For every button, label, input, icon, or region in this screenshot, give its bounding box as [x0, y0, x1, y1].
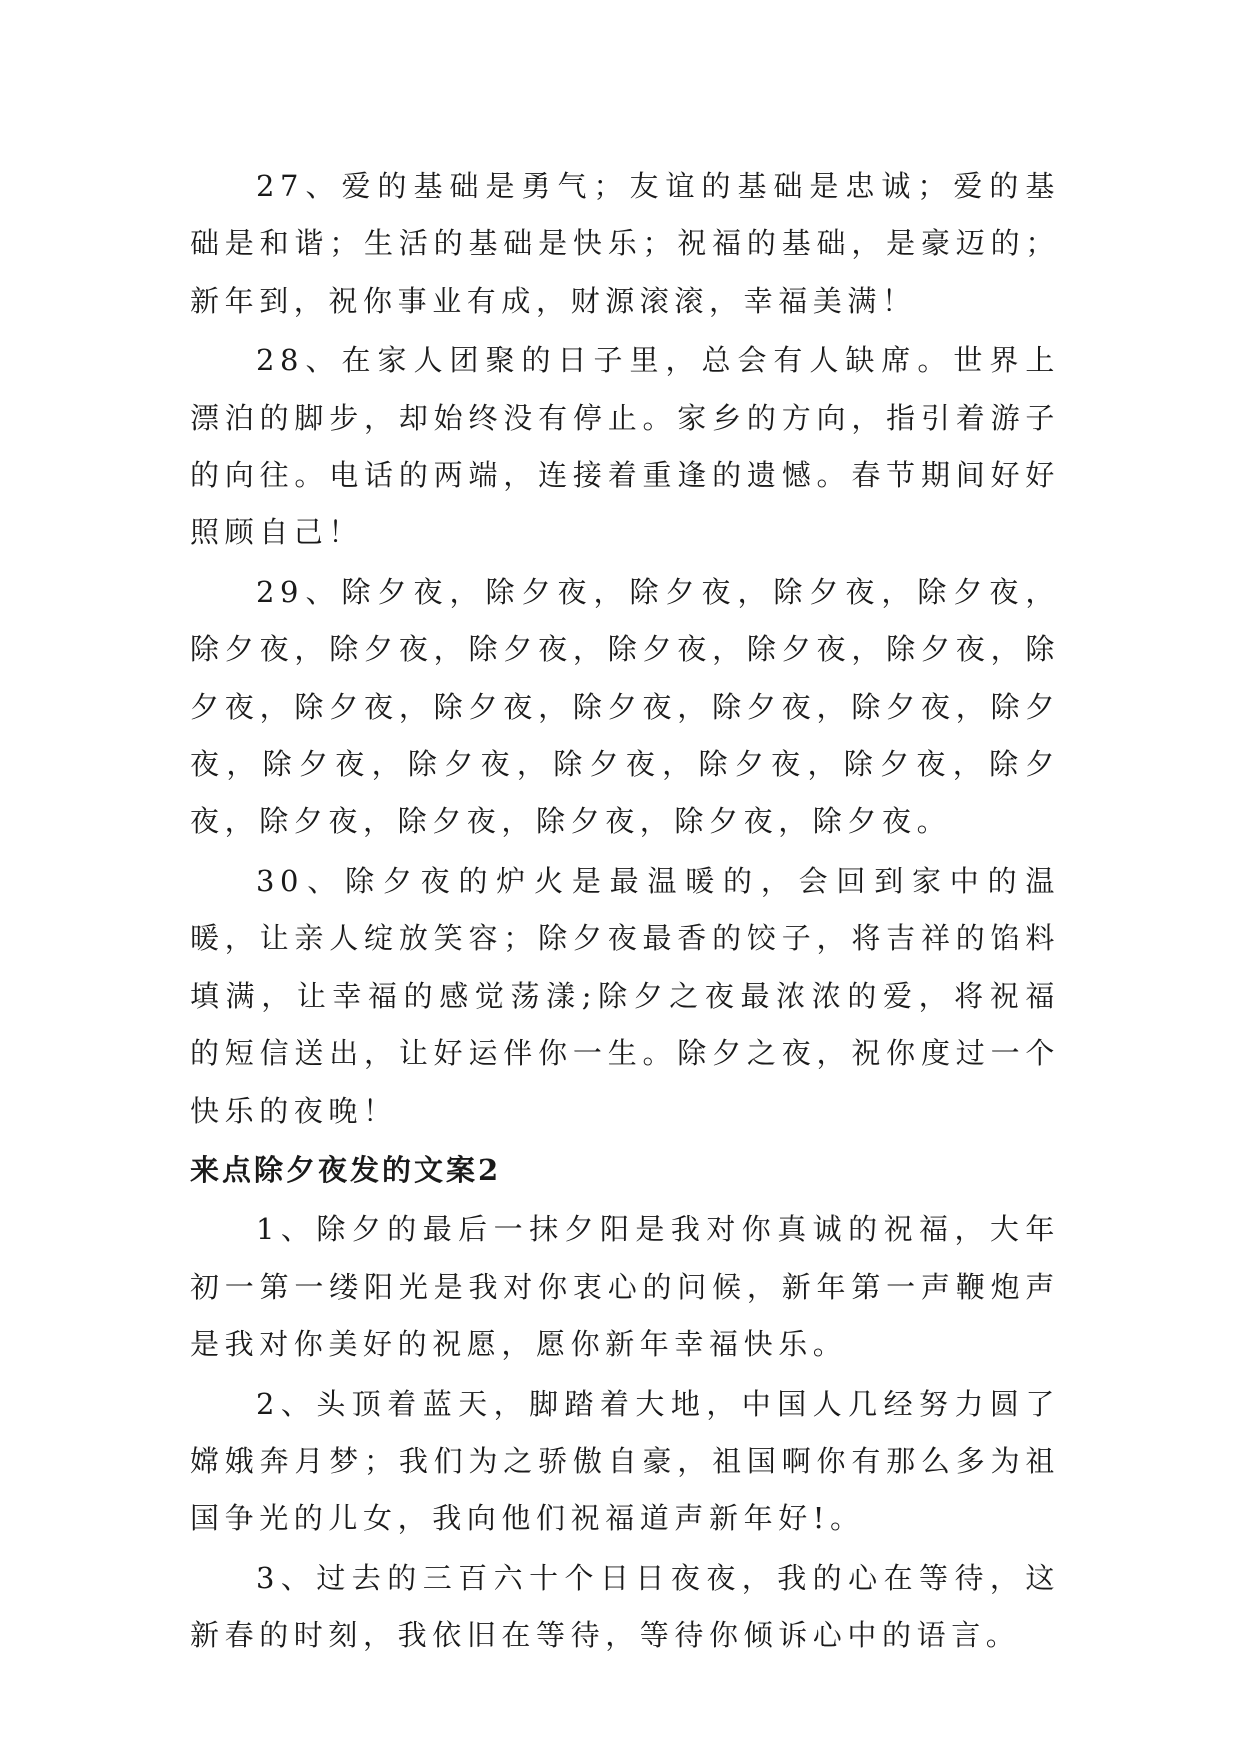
paragraph-3: 3、过去的三百六十个日日夜夜，我的心在等待，这新春的时刻，我依旧在等待，等待你倾诉心中的语言。 [190, 1560, 1060, 1653]
paragraph-29: 29、除夕夜，除夕夜，除夕夜，除夕夜，除夕夜，除夕夜，除夕夜，除夕夜，除夕夜，除夕夜，除夕夜，除夕夜，除夕夜，除夕夜，除夕夜，除夕夜，除夕夜，除夕夜，除夕夜，除夕夜，除夕夜，除夕夜，除夕夜，除夕夜，除夕夜，除夕夜，除夕夜，除夕夜，除夕夜。 [190, 574, 1060, 839]
paragraph-28: 28、在家人团聚的日子里，总会有人缺席。世界上漂泊的脚步，却始终没有停止。家乡的方向，指引着游子的向往。电话的两端，连接着重逢的遗憾。春节期间好好照顾自己！ [190, 343, 1060, 550]
document-body [190, 158, 1060, 1667]
paragraph-2: 2、头顶着蓝天，脚踏着大地，中国人几经努力圆了嫦娥奔月梦；我们为之骄傲自豪，祖国啊你有那么多为祖国争光的儿女，我向他们祝福道声新年好!。 [190, 1386, 1060, 1536]
paragraph-27: 27、爱的基础是勇气；友谊的基础是忠诚；爱的基础是和谐；生活的基础是快乐；祝福的基础，是豪迈的；新年到，祝你事业有成，财源滚滚，幸福美满！ [190, 169, 1060, 318]
section-heading: 来点除夕夜发的文案2 [190, 1152, 502, 1187]
paragraph-30: 30、除夕夜的炉火是最温暖的，会回到家中的温暖，让亲人绽放笑容；除夕夜最香的饺子，将吉祥的馅料填满，让幸福的感觉荡漾;除夕之夜最浓浓的爱，将祝福的短信送出，让好运伴你一生。除夕之夜，祝你度过一个快乐的夜晚！ [190, 863, 1060, 1128]
paragraph-1: 1、除夕的最后一抹夕阳是我对你真诚的祝福，大年初一第一缕阳光是我对你衷心的问候，新年第一声鞭炮声是我对你美好的祝愿，愿你新年幸福快乐。 [190, 1212, 1060, 1362]
